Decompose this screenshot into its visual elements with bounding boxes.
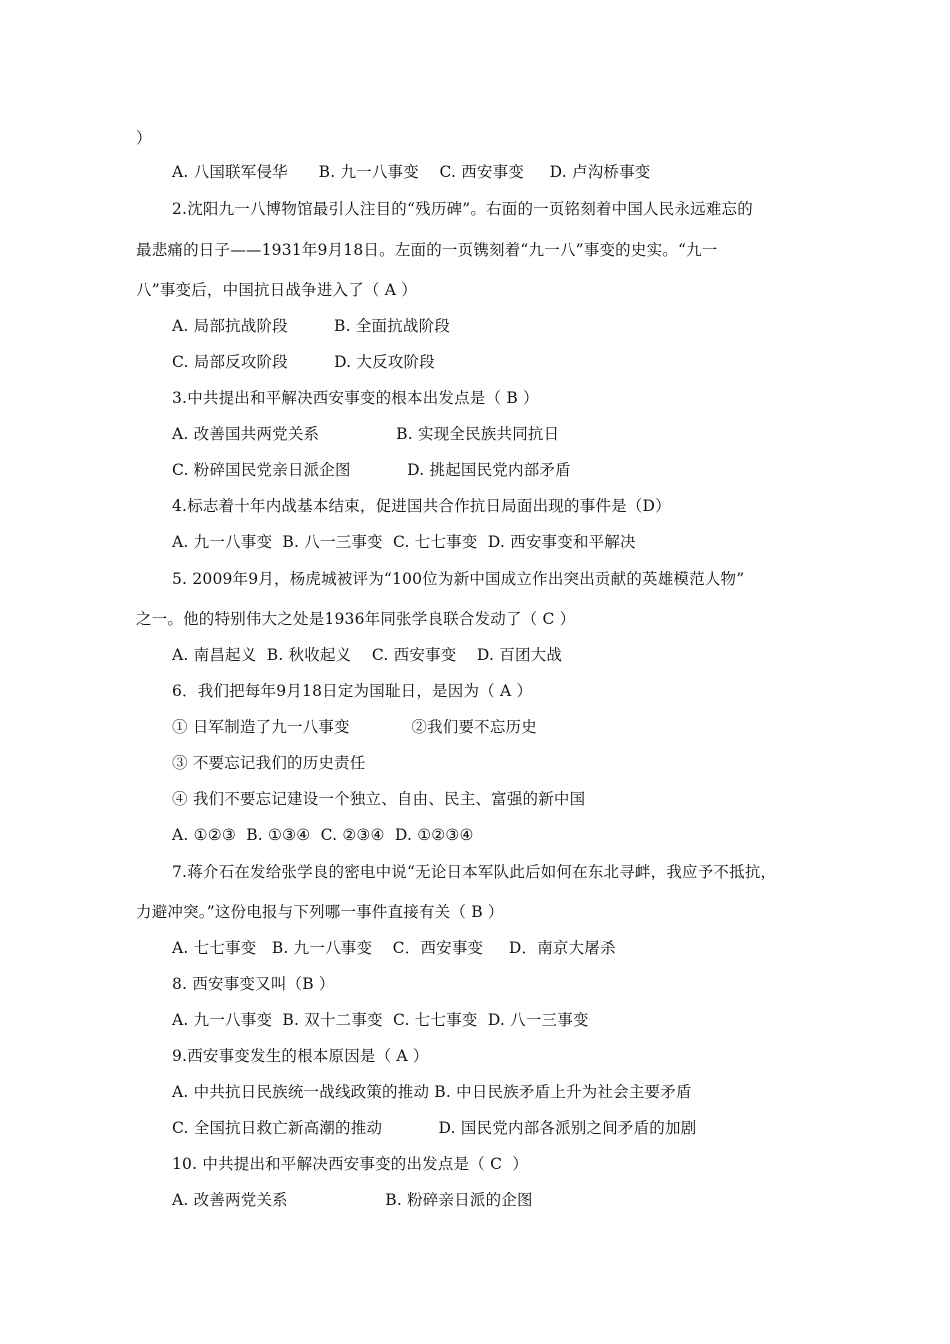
option-line: C. 全国抗日救亡新高潮的推动 D. 国民党内部各派别之间矛盾的加剧: [172, 1119, 697, 1137]
text-line: 八”事变后，中国抗日战争进入了（ A ）: [136, 281, 417, 299]
question-line: 9.西安事变发生的根本原因是（ A ）: [172, 1047, 429, 1065]
statement-line: ④ 我们不要忘记建设一个独立、自由、民主、富强的新中国: [172, 790, 586, 808]
question-line: 8. 西安事变又叫（B ）: [172, 975, 335, 993]
text-line: 最悲痛的日子——1931年9月18日。左面的一页镌刻着“九一八”事变的史实。“九一: [136, 241, 718, 259]
text-line: 之一。他的特别伟大之处是1936年同张学良联合发动了（ C ）: [136, 610, 576, 628]
option-line: A. 九一八事变 B. 八一三事变 C. 七七事变 D. 西安事变和平解决: [172, 533, 636, 551]
option-line: A. 八国联军侵华 B. 九一八事变 C. 西安事变 D. 卢沟桥事变: [172, 163, 651, 181]
question-line: 4.标志着十年内战基本结束，促进国共合作抗日局面出现的事件是（D）: [172, 497, 671, 515]
option-line: A. 改善国共两党关系 B. 实现全民族共同抗日: [172, 425, 560, 443]
text-line: 力避冲突。”这份电报与下列哪一事件直接有关（ B ）: [136, 903, 504, 921]
question-line: 3.中共提出和平解决西安事变的根本出发点是（ B ）: [172, 389, 539, 407]
option-line: A. 七七事变 B. 九一八事变 C．西安事变 D．南京大屠杀: [172, 939, 616, 957]
statement-line: ③ 不要忘记我们的历史责任: [172, 754, 366, 772]
question-line: 10. 中共提出和平解决西安事变的出发点是（ C ）: [172, 1155, 529, 1173]
question-line: 7.蒋介石在发给张学良的密电中说“无论日本军队此后如何在东北寻衅，我应予不抵抗，: [172, 863, 777, 881]
text-line: ）: [136, 129, 152, 147]
option-line: A. ①②③ B. ①③④ C. ②③④ D. ①②③④: [172, 826, 474, 844]
question-line: 2.沈阳九一八博物馆最引人注目的“残历碑”。右面的一页铭刻着中国人民永远难忘的: [172, 200, 753, 218]
option-line: A. 局部抗战阶段 B. 全面抗战阶段: [172, 317, 451, 335]
option-line: A. 九一八事变 B. 双十二事变 C. 七七事变 D. 八一三事变: [172, 1011, 589, 1029]
option-line: A. 改善两党关系 B. 粉碎亲日派的企图: [172, 1191, 533, 1209]
question-line: 5. 2009年9月，杨虎城被评为“100位为新中国成立作出突出贡献的英雄模范人物”: [172, 570, 745, 588]
statement-line: ① 日军制造了九一八事变 ②我们要不忘历史: [172, 718, 537, 736]
option-line: A. 南昌起义 B. 秋收起义 C. 西安事变 D. 百团大战: [172, 646, 563, 664]
option-line: C. 局部反攻阶段 D. 大反攻阶段: [172, 353, 435, 371]
question-line: 6．我们把每年9月18日定为国耻日，是因为（ A ）: [172, 682, 533, 700]
option-line: C. 粉碎国民党亲日派企图 D. 挑起国民党内部矛盾: [172, 461, 571, 479]
option-line: A. 中共抗日民族统一战线政策的推动 B. 中日民族矛盾上升为社会主要矛盾: [172, 1083, 692, 1101]
